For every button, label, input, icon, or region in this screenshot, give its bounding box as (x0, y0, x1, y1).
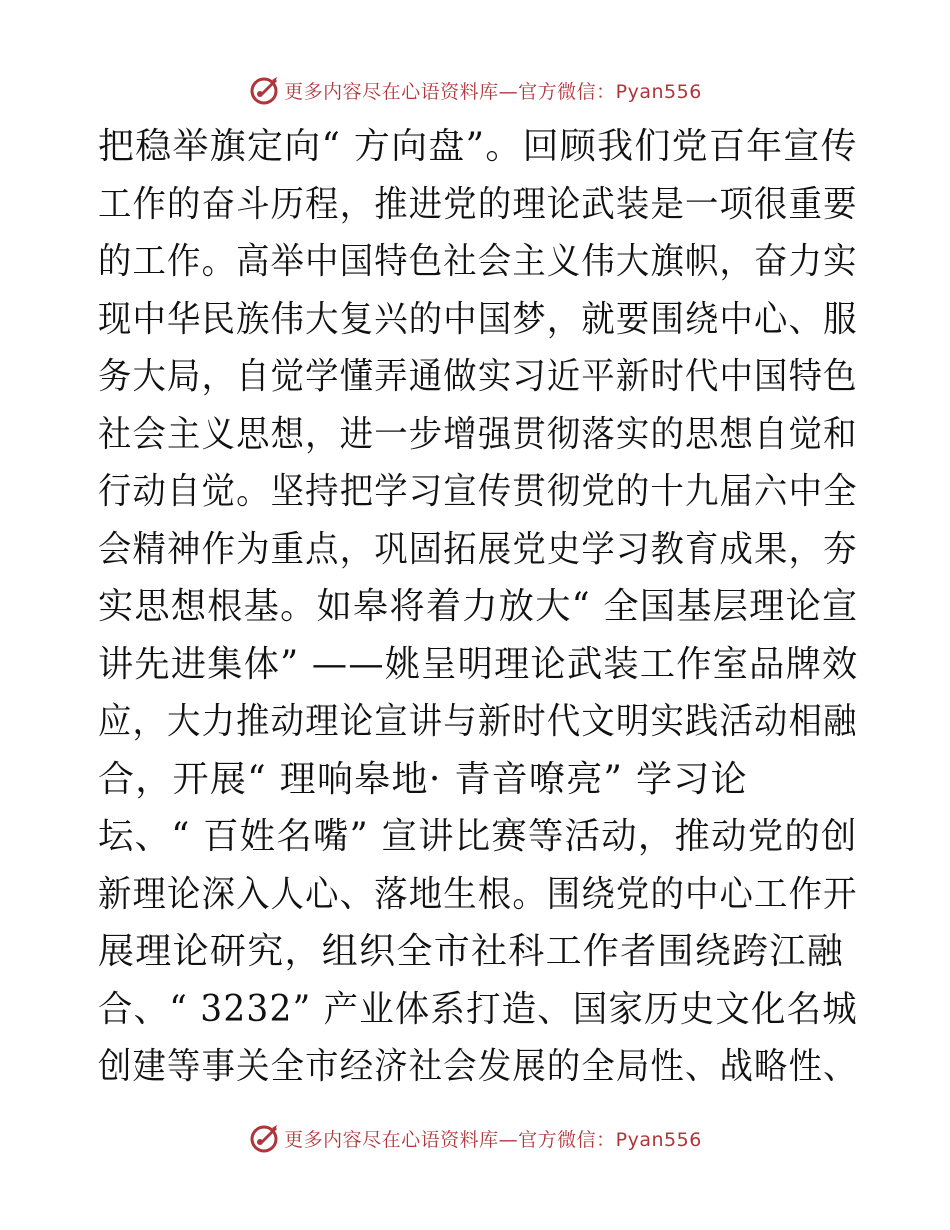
footer-banner (0, 1118, 950, 1158)
body-line: 行动自觉。坚持把学习宣传贯彻党的十九届六中全 (98, 471, 858, 512)
body-line: 创建等事关全市经济社会发展的全局性、战略性、 (98, 1046, 858, 1087)
body-line: 把稳举旗定向“ 方向盘”。回顾我们党百年宣传 (98, 126, 858, 167)
header-text: 更多内容尽在心语资料库—官方微信：Pyan556 (284, 80, 702, 103)
body-line: 讲先进集体” ——姚呈明理论武装工作室品牌效 (98, 643, 859, 685)
body-line: 务大局，自觉学懂弄通做实习近平新时代中国特色 (98, 356, 858, 397)
body-line: 展理论研究，组织全市社科工作者围绕跨江融 (98, 931, 845, 972)
body-line: 坛、“ 百姓名嘴” 宣讲比赛等活动，推动党的创 (98, 816, 858, 857)
ink-brush-logo-icon (248, 1122, 280, 1154)
body-line: 实思想根基。如皋将着力放大“ 全国基层理论宣 (98, 586, 859, 627)
body-line: 应，大力推动理论宣讲与新时代文明实践活动相融 (98, 701, 858, 742)
body-line: 现中华民族伟大复兴的中国梦，就要围绕中心、服 (98, 298, 858, 340)
ink-brush-logo-icon (248, 74, 280, 106)
footer-text: 更多内容尽在心语资料库—官方微信：Pyan556 (284, 1128, 702, 1151)
body-line: 的工作。高举中国特色社会主义伟大旗帜，奋力实 (98, 241, 858, 282)
body-line: 新理论深入人心、落地生根。围绕党的中心工作开 (98, 873, 858, 915)
header-banner (0, 70, 950, 110)
body-line: 合、“ 3232” 产业体系打造、国家历史文化名城 (98, 988, 858, 1030)
document-body (98, 118, 858, 1096)
body-line: 会精神作为重点，巩固拓展党史学习教育成果，夯 (98, 528, 858, 570)
body-line: 社会主义思想，进一步增强贯彻落实的思想自觉和 (98, 413, 858, 455)
body-line: 工作的奋斗历程，推进党的理论武装是一项很重要 (98, 183, 858, 225)
body-line: 合，开展“ 理响皋地· 青音嘹亮” 学习论 (98, 758, 748, 800)
